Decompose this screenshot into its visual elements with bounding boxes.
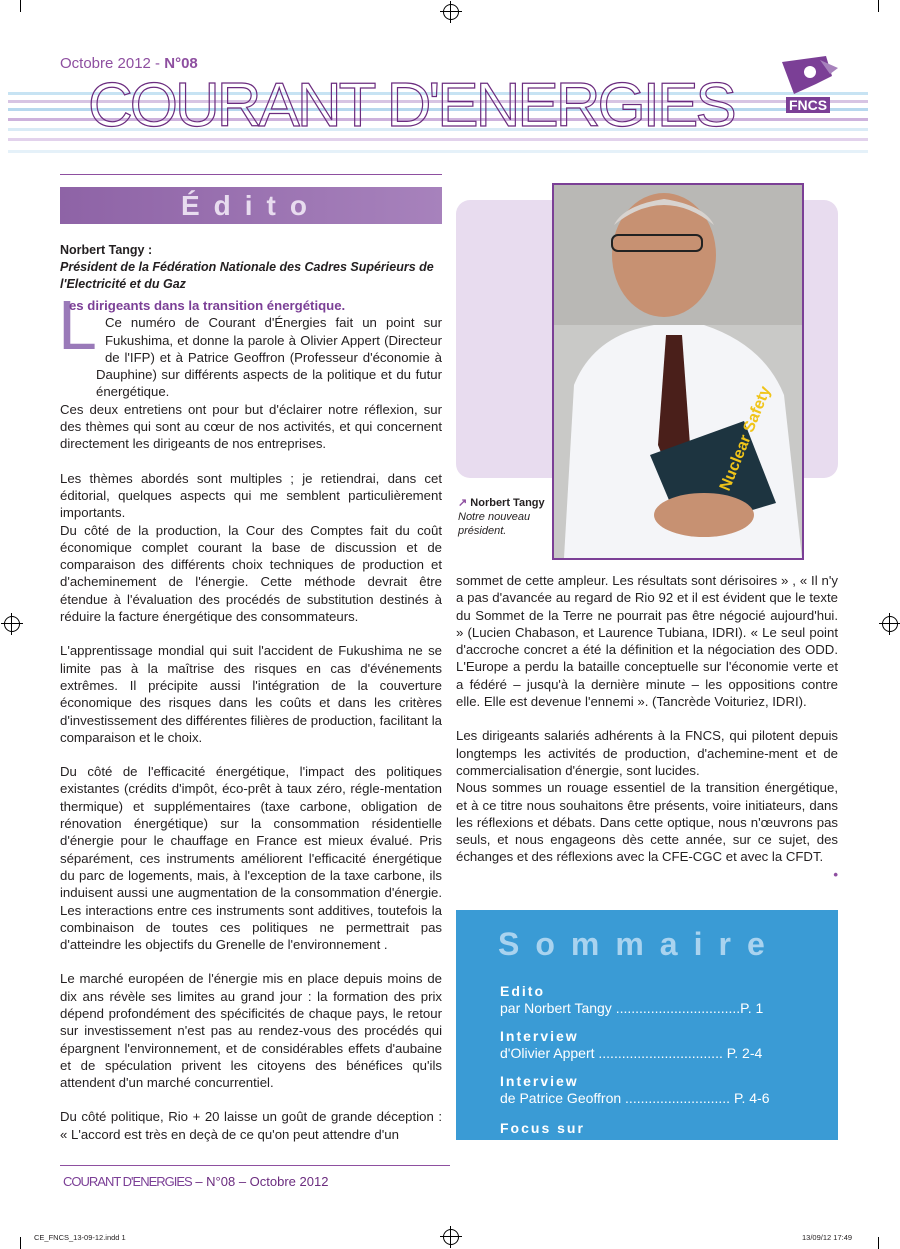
caption-arrow-icon: ↗ <box>458 497 468 509</box>
page-footer <box>63 1174 328 1189</box>
sommaire-item[interactable] <box>500 1028 800 1062</box>
end-mark: • <box>833 866 838 882</box>
sommaire-item-line: d'Olivier Appert ................................ P. 2-4 <box>500 1045 763 1061</box>
registration-mark-top <box>443 4 459 20</box>
paragraph: Du côté de l'efficacité énergétique, l'impact des politiques existantes (crédits d'impôt, éco-prêt à taux zéro, régle-mentation thermique) et supplémentaires (taxe carbone, obligation de rénovation énergétique) sur la consommation résidentielle d'énergie pour le chauffage en France est mieux évalué. Pris séparément, ces instruments améliorent l'efficacité énergétique du parc de logements, mais, à l'exception de la taxe carbone, ils induisent aussi une augmentation de la consommation d'énergie. Les interactions entre ces instruments sont additives, toutefois la combinaison de toutes ces politiques ne permettrait pas d'atteindre les objectifs du Grenelle de l'environnement . <box>60 764 442 953</box>
sommaire-item[interactable] <box>500 983 800 1017</box>
book-title: Nuclear Safety <box>716 383 775 494</box>
edito-right-column <box>456 572 838 883</box>
footer-rule <box>60 1165 450 1166</box>
sommaire-title: Sommaire <box>498 926 781 962</box>
dropcap: L <box>58 286 97 364</box>
footer-text: – N°08 – Octobre 2012 <box>191 1174 329 1189</box>
crop-mark <box>878 0 879 12</box>
caption-text: Notre nouveau <box>458 511 531 523</box>
footer-brand: COURANT D'ENERGIES <box>63 1174 192 1189</box>
crop-mark <box>20 0 21 12</box>
sommaire-item-head: Focus sur <box>500 1120 585 1136</box>
fncs-logo-icon <box>780 54 840 98</box>
registration-mark-bottom <box>443 1229 459 1245</box>
sommaire-item-head: Edito <box>500 983 545 999</box>
sommaire-item-head: Interview <box>500 1073 579 1089</box>
issue-date: Octobre 2012 - N°08 <box>60 55 198 72</box>
author-block <box>60 242 440 293</box>
edito-left-column <box>58 286 442 1143</box>
sommaire-item[interactable] <box>500 1120 800 1154</box>
sommaire-item[interactable] <box>500 1073 800 1107</box>
portrait-photo <box>552 183 804 560</box>
sommaire-item-line: par Norbert Tangy ................................P. 1 <box>500 1000 764 1016</box>
edito-rule <box>60 174 442 175</box>
paragraph: Les dirigeants salariés adhérents à la FNCS, qui pilotent depuis longtemps les activités de production, d'achemine-ment et de commercialisation d'énergie, sont lucides. <box>456 728 838 778</box>
registration-mark-right <box>882 616 898 632</box>
paragraph: Les thèmes abordés sont multiples ; je retiendrai, dans cet éditorial, quelques aspects qui me semblent particulièrement importants. <box>60 470 442 521</box>
paragraph: Ces deux entretiens ont pour but d'éclairer notre réflexion, sur des thèmes qui sont au cœur de nos activités, et qui concernent directement les dirigeants de nos entreprises. <box>60 401 442 452</box>
crop-mark <box>878 1237 879 1249</box>
lead-title: es dirigeants dans la transition énergétique. <box>68 298 346 313</box>
sommaire-item-head: Interview <box>500 1028 579 1044</box>
slug-filename: CE_FNCS_13-09-12.indd 1 <box>34 1233 126 1242</box>
paragraph: Du côté politique, Rio + 20 laisse un goût de grande déception : « L'accord est très en deçà de ce qu'on peut attendre d'un <box>60 1109 442 1142</box>
author-name: Norbert Tangy : <box>60 243 153 257</box>
photo-caption <box>458 496 545 538</box>
paragraph: Nous sommes un rouage essentiel de la transition énergétique, et à ce titre nous souhaitons être présents, voire initiateurs, dans les réflexions et débats. Dans cette optique, nous n'œuvrons pas seuls, et nous engageons dès cette année, sur ce sujet, des échanges et des réflexions avec la CFE-CGC et avec la CFDT. <box>456 780 838 865</box>
edito-banner: Édito <box>60 187 442 224</box>
registration-mark-left <box>4 616 20 632</box>
sommaire-item-line: Fukushima......................................... P. 6-8 <box>500 1137 768 1153</box>
sommaire-item-line: de Patrice Geoffron ........................... P. 4-6 <box>500 1090 770 1106</box>
paragraph: L'apprentissage mondial qui suit l'accident de Fukushima ne se limite pas à la maîtrise des risques en cas d'événements extrêmes. Il précipite aussi l'intégration de la couverture économique des risques dans les coûts et dans les critères d'investissement des différentes filières de production, facilitant la comparaison et le choix. <box>60 643 442 745</box>
caption-text: président. <box>458 525 507 537</box>
paragraph: Du côté de la production, la Cour des Comptes fait du coût économique complet courant la base de discussion et de comparaison des différents choix techniques de production et d'acheminement de l'énergie. Cette méthode devrait être étendue à l'évaluation des procédés de substitution destinés à réduire la facture énergétique des consommateurs. <box>60 522 442 625</box>
masthead-title: COURANT D'ENERGIES <box>88 71 734 140</box>
fncs-logo-text: FNCS <box>786 97 830 113</box>
lead-text: Ce numéro de Courant d'Énergies fait un point sur Fukushima, et donne la parole à Olivier Appert (Directeur de l'IFP) et à Patrice Geoffron (Professeur d'économie à Dauphine) sur différents aspects de la politique et du futur énergétique. <box>96 315 442 400</box>
author-role: Président de la Fédération Nationale des Cadres Supérieurs de l'Electricité et du Gaz <box>60 260 434 291</box>
paragraph: Le marché européen de l'énergie mis en place depuis moins de dix ans révèle ses limites au grand jour : la formation des prix dépend profondément des spécificités de chaque pays, le retour sur investissement n'est pas au rendez-vous des procédés qui épargnent l'environnement, et de considérables effets d'aubaine et de spéculation privent les citoyens des bénéfices qu'ils attendent d'un marché concurrentiel. <box>60 971 442 1091</box>
paragraph: sommet de cette ampleur. Les résultats sont dérisoires » , « Il n'y a pas d'avancée au regard de Rio 92 et il est évident que le texte du Sommet de la Terre ne pourrait pas être négocié aujourd'hui. » (Lucien Chabason, et Laurence Tubiana, IDRI). « Le seul point d'accroche concret a été la définition et la négociation des ODD. L'Europe a perdu la bataille conceptuelle sur l'économie verte et a fédéré – jusqu'à la dernière minute – les oppositions contre elle. Elle est devenue l'ennemi ». (Tancrède Voituriez, IDRI). <box>456 573 838 710</box>
caption-name: Norbert Tangy <box>470 497 545 509</box>
crop-mark <box>20 1237 21 1249</box>
slug-timestamp: 13/09/12 17:49 <box>802 1233 853 1242</box>
